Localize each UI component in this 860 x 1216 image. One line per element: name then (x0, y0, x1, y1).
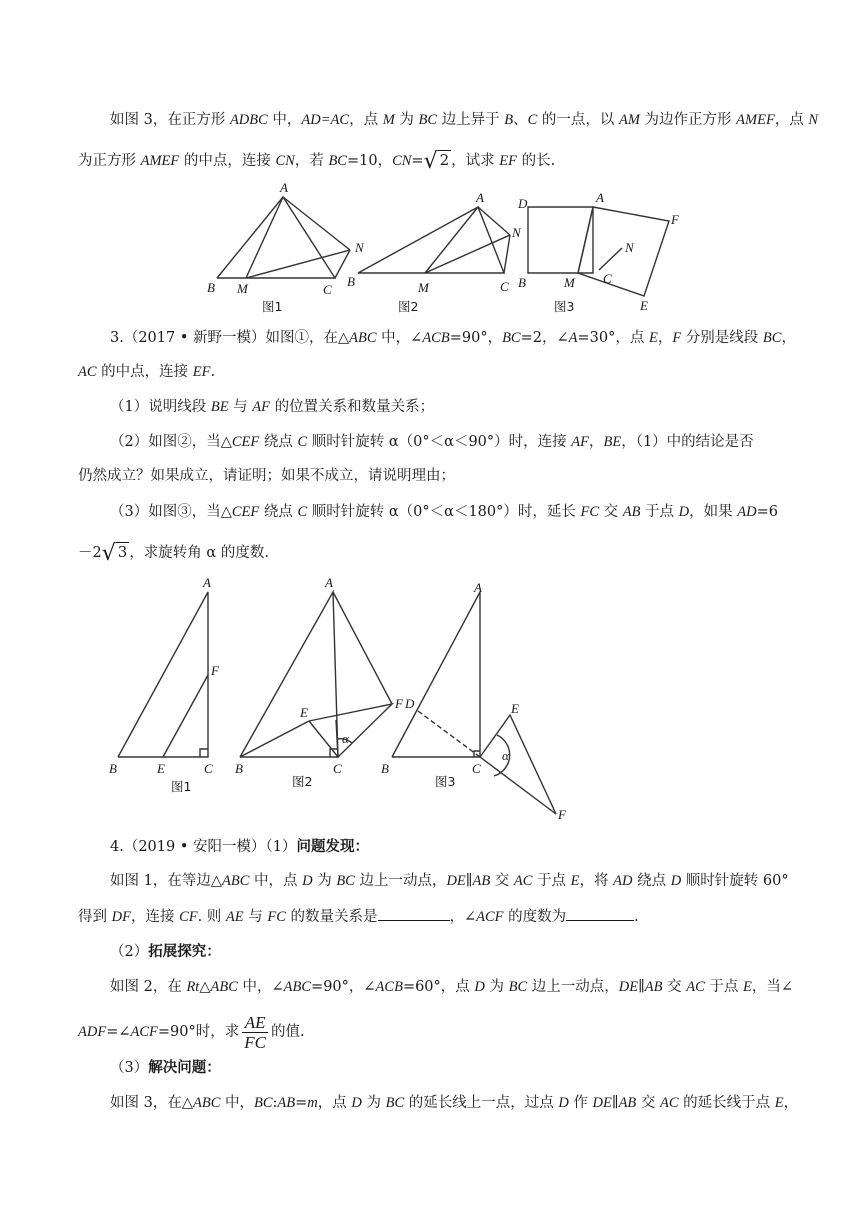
text-run: BE (210, 399, 229, 415)
text-run: E (742, 979, 752, 995)
text-run: 拓展探究： (148, 943, 221, 960)
label: A (325, 575, 333, 590)
label: C (603, 271, 612, 286)
text-run: ACB (375, 979, 403, 995)
text-run: 顺时针旋转 α（0°＜α＜180°）时，延长 (307, 504, 581, 520)
text-run: ACF (476, 909, 504, 925)
label: F (211, 663, 219, 678)
text-run: CEF (231, 434, 260, 450)
text-run: 的一点，以 (537, 112, 619, 128)
text-run: （3）如图③，当△ (110, 504, 232, 520)
text-run: AB (277, 1095, 296, 1111)
text-run: 与 (243, 909, 268, 925)
label: C (500, 279, 509, 294)
q4-sub2-line2 (78, 1012, 305, 1052)
text-run: 作 (568, 1095, 593, 1111)
text-run: 仍然成立？如果成立，请证明；如果不成立，请说明理由； (78, 468, 455, 484)
label: A (596, 190, 604, 205)
text-run: AF (252, 399, 270, 415)
q3-head (110, 328, 796, 348)
text-run: ，点 (774, 112, 809, 128)
fraction-denominator: FC (244, 1032, 266, 1052)
sqrt-radicand: 2 (439, 151, 450, 169)
text-run: AF (571, 434, 589, 450)
label: D (405, 696, 415, 711)
text-run: （2） (110, 944, 149, 960)
text-run: CN (392, 153, 412, 169)
text-run: 为 (312, 873, 337, 889)
text-run: AD (613, 873, 633, 889)
label: F (395, 696, 403, 711)
text-run: 得到 (78, 909, 112, 925)
right-angle-mark (200, 749, 208, 757)
text-run: =90°，∠ (311, 979, 376, 995)
text-run: ，若 (294, 153, 329, 169)
text-run: BC (336, 873, 355, 889)
text-run: 分别是线段 (681, 330, 763, 346)
label: N (355, 240, 364, 255)
text-run: DE∥AB (446, 873, 491, 889)
text-run: 3.（2017 • 新野一模）如图①，在△ (110, 330, 350, 346)
label: C (323, 282, 332, 297)
q4-sub2-line1 (110, 977, 793, 997)
fraction-ae-fc (242, 1013, 268, 1052)
text-run: ， (588, 434, 604, 450)
text-run: 中， (220, 1095, 254, 1111)
answer-blank[interactable] (566, 906, 634, 921)
text-run: ，试求 (451, 153, 500, 169)
text-run: CEF (231, 504, 260, 520)
text-run: 、 (513, 112, 528, 128)
triangle-abc (392, 592, 480, 757)
label: C (204, 761, 213, 776)
label: B (109, 761, 117, 776)
text-run: D (302, 873, 313, 889)
text-run: =90°， (449, 330, 503, 346)
label: B (207, 280, 215, 295)
text-run: BC (254, 1095, 273, 1111)
answer-blank[interactable] (378, 906, 450, 921)
figure-caption: 图1 (262, 299, 283, 314)
text-run: A (568, 330, 578, 346)
text-run: BE (603, 434, 622, 450)
text-run: DE∥AB (592, 1095, 637, 1111)
text-run: 与 (228, 399, 253, 415)
q4-line2 (78, 906, 639, 927)
text-run: CN (275, 153, 295, 169)
text-run: 如图 1，在等边△ (110, 873, 222, 889)
text-run: F (672, 330, 682, 346)
text-run: 边上一动点， (354, 873, 447, 889)
figure-a1 (207, 180, 365, 314)
text-run: 中，∠ (376, 330, 423, 346)
text-run: =90°时，求 (157, 1024, 240, 1040)
text-run: EF (192, 364, 211, 380)
text-run: ACF (130, 1024, 158, 1040)
text-run: 为 (361, 1095, 386, 1111)
triangle-abc (217, 197, 335, 278)
text-run: 解决问题： (148, 1059, 221, 1076)
label: B (347, 274, 355, 289)
figure-group-a (0, 180, 860, 320)
text-run: 于点 (640, 504, 679, 520)
figure-caption: 图3 (554, 299, 575, 314)
q3-line2 (78, 362, 215, 382)
figure-caption: 图1 (171, 779, 192, 794)
label: A (476, 190, 484, 205)
text-run: = (295, 1095, 308, 1111)
text-run: E (774, 1095, 784, 1111)
text-run: ABC (193, 1095, 221, 1111)
text-run: AB (622, 504, 641, 520)
text-run: ADF (78, 1024, 107, 1040)
text-run: 绕点 (259, 434, 298, 450)
label: E (511, 701, 519, 716)
text-run: AD=AC (301, 112, 350, 128)
text-run: =60°，点 (402, 979, 475, 995)
label: A (203, 575, 211, 590)
text-run: ABC (283, 979, 312, 995)
text-run: －2 (78, 545, 102, 561)
text-run: 中，∠ (237, 979, 284, 995)
text-run: DF (111, 909, 131, 925)
q4-line1 (110, 871, 789, 891)
text-run: AC (660, 1095, 679, 1111)
text-run: C (297, 434, 308, 450)
label: C (333, 761, 342, 776)
text-run: 为 (394, 112, 419, 128)
triangle-cef (309, 704, 392, 757)
text-run: =10， (346, 153, 393, 169)
text-run: ， (657, 330, 673, 346)
text-run: : (272, 1095, 278, 1111)
text-run: ， (783, 1095, 799, 1111)
figure-caption: 图2 (398, 299, 419, 314)
text-run: ，如果 (689, 504, 738, 520)
text-run: 交 (662, 979, 687, 995)
text-run: 为边作正方形 (639, 112, 737, 128)
text-run: 的延长线上一点，过点 (404, 1095, 559, 1111)
figure-caption: 图2 (292, 774, 313, 789)
text-run: . (210, 364, 216, 380)
text-run: AC (78, 364, 97, 380)
text-run: ABC (349, 330, 377, 346)
q4-sub3-line1 (110, 1093, 798, 1113)
text-run: 的值. (270, 1024, 305, 1040)
text-run: 的中点，连接 (96, 364, 193, 380)
triangle-abc (358, 207, 504, 273)
text-run: ，将 (579, 873, 614, 889)
text-run: ，点 (317, 1095, 352, 1111)
text-run: 的延长线于点 (678, 1095, 775, 1111)
text-run: AC (686, 979, 705, 995)
q3-sub3 (110, 502, 778, 522)
label: N (512, 225, 521, 240)
text-run: ACB (422, 330, 450, 346)
text-run: C (297, 504, 308, 520)
sqrt-radicand: 3 (117, 543, 128, 561)
text-run: 中， (267, 112, 302, 128)
text-run: AMEF (736, 112, 775, 128)
q3-sub1 (110, 397, 434, 417)
label: A (474, 580, 482, 595)
text-run: 绕点 (259, 504, 298, 520)
text-run: 顺时针旋转 α（0°＜α＜90°）时，连接 (307, 434, 572, 450)
text-run: =∠ (106, 1024, 131, 1040)
text-run: DE∥AB (618, 979, 663, 995)
figure-a3 (517, 190, 680, 314)
text-run: ，连接 (130, 909, 180, 925)
text-run: 为正方形 (78, 153, 141, 169)
figure-group-b (0, 575, 860, 825)
label: M (418, 280, 429, 295)
triangle-abc (240, 592, 338, 757)
text-run: M (382, 112, 395, 128)
text-run: ABC (222, 873, 250, 889)
text-run: B (504, 112, 514, 128)
text-run: = (411, 153, 424, 169)
label: E (640, 298, 648, 313)
triangle-abc (118, 592, 208, 757)
segment-an (283, 197, 350, 250)
text-run: E (570, 873, 580, 889)
figure-b3 (381, 580, 567, 822)
text-run: C (527, 112, 538, 128)
figure-a2 (347, 190, 522, 314)
text-run: D (351, 1095, 362, 1111)
text-run: AC (513, 873, 533, 889)
text-run: BC (508, 979, 528, 995)
text-run: BC (418, 112, 438, 128)
label: B (381, 761, 389, 776)
text-run: BC (502, 330, 521, 346)
segment-mn (246, 250, 350, 278)
text-run: ，∠ (449, 909, 477, 925)
text-run: 边上一动点， (527, 979, 619, 995)
text-run: ，当∠ (751, 979, 793, 995)
segment-am (578, 207, 593, 273)
text-run: 中，点 (249, 873, 303, 889)
text-run: （2）如图②，当△ (110, 434, 232, 450)
segment-af (333, 592, 392, 704)
figure-caption: 图3 (435, 774, 456, 789)
fraction-numerator: AE (242, 1013, 268, 1033)
q3-sub2 (110, 432, 754, 452)
sqrt-expression: √ 3 (101, 541, 128, 566)
text-run: D (558, 1095, 569, 1111)
text-run: 交 (490, 873, 514, 889)
text-run: =6 (756, 504, 778, 520)
text-run: FC (267, 909, 286, 925)
text-run: FC (580, 504, 600, 520)
text-run: 为 (484, 979, 509, 995)
text-run: 交 (636, 1095, 661, 1111)
segment-am (425, 207, 478, 273)
text-run: . 则 (197, 909, 226, 925)
text-run: D (670, 873, 682, 889)
text-run: D (474, 979, 485, 995)
label: E (300, 705, 308, 720)
text-run: 问题发现： (296, 838, 369, 855)
text-run: △ (199, 979, 211, 995)
text-run: 的度数为 (503, 909, 567, 925)
text-run: 的长. (516, 153, 556, 169)
text-run: BC (385, 1095, 405, 1111)
text-run: BC (328, 153, 347, 169)
q4-sub2-head (110, 942, 221, 962)
text-run: 的位置关系和数量关系； (270, 399, 435, 415)
text-run: AE (225, 909, 244, 925)
text-run: ，点 (349, 112, 383, 128)
text-run: N (808, 112, 819, 128)
text-run: E (648, 330, 658, 346)
figure-b2 (235, 575, 404, 789)
q3-sub2-cont (78, 466, 455, 486)
text-run: CF (179, 909, 198, 925)
q4-head (110, 837, 369, 857)
text-run: ，求旋转角 α 的度数. (129, 545, 269, 561)
label: D (518, 196, 528, 211)
text-run: 如图 3，在△ (110, 1095, 193, 1111)
text-run: 的中点，连接 (179, 153, 276, 169)
text-run: 边上异于 (437, 112, 505, 128)
text-run: ABC (210, 979, 238, 995)
p1-line2 (78, 150, 555, 172)
text-run: Rt (186, 979, 200, 995)
text-run: 顺时针旋转 60° (681, 873, 789, 889)
figure-b1 (109, 575, 220, 794)
text-run: . (634, 909, 639, 925)
triangle-cef (480, 715, 556, 814)
segment-ef (163, 675, 208, 757)
text-run: 交 (599, 504, 623, 520)
label: B (518, 275, 526, 290)
q3-sub3-cont (78, 542, 269, 564)
segment-cn (599, 248, 622, 270)
text-run: ，（1）中的结论是否 (621, 434, 754, 450)
text-run: BC (762, 330, 782, 346)
text-run: ， (781, 330, 796, 346)
text-run: AM (619, 112, 640, 128)
text-run: =2，∠ (520, 330, 569, 346)
text-run: （1）说明线段 (110, 399, 211, 415)
label: M (237, 281, 248, 296)
label: α (502, 748, 509, 763)
label: α (342, 731, 349, 746)
label: M (564, 275, 575, 290)
label: E (157, 761, 165, 776)
text-run: 如图 2，在 (110, 979, 187, 995)
text-run: EF (499, 153, 517, 169)
label: N (625, 240, 634, 255)
sqrt-expression: √ 2 (423, 149, 450, 174)
label: B (235, 761, 243, 776)
p1-line1 (110, 110, 818, 130)
square-adbc (528, 207, 593, 273)
segment-am (246, 197, 283, 278)
q4-sub3-head (110, 1058, 221, 1078)
text-run: m (307, 1095, 318, 1111)
text-run: 的数量关系是 (285, 909, 378, 925)
text-run: 绕点 (632, 873, 671, 889)
text-run: 于点 (704, 979, 743, 995)
label: F (671, 212, 679, 227)
segment-dc-dashed (418, 711, 480, 757)
text-run: 4.（2019 • 安阳一模）（1） (110, 839, 297, 855)
square-amef (578, 207, 669, 296)
text-run: ADBC (229, 112, 268, 128)
text-run: AMEF (140, 153, 180, 169)
label: A (280, 180, 288, 195)
text-run: 于点 (532, 873, 571, 889)
text-run: =30°，点 (577, 330, 649, 346)
text-run: D (678, 504, 690, 520)
label: C (472, 761, 481, 776)
text-run: 如图 3，在正方形 (110, 112, 230, 128)
label: F (558, 807, 566, 822)
text-run: （3） (110, 1060, 149, 1076)
text-run: AD (737, 504, 757, 520)
segment-cn (504, 235, 510, 273)
